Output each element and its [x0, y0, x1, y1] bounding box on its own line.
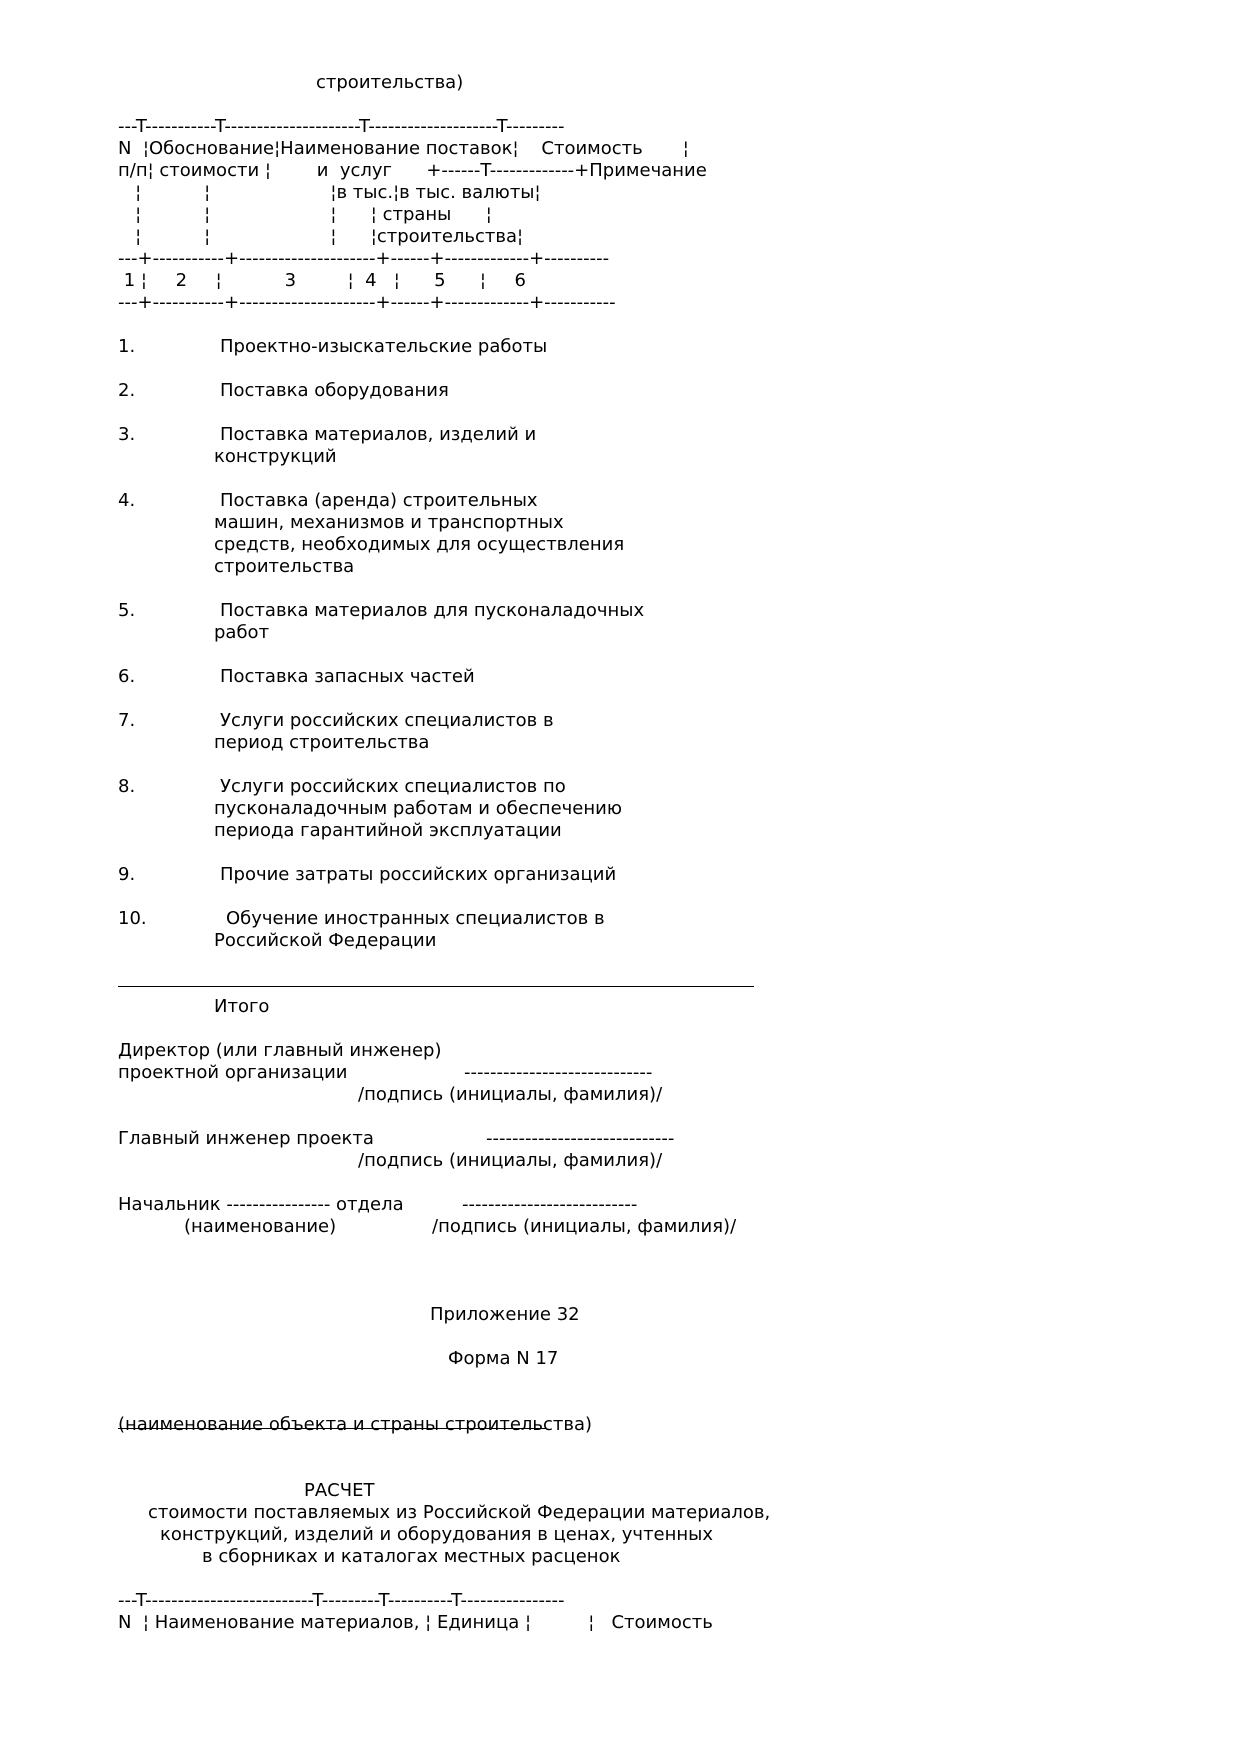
text-line: -----------------------------	[486, 1128, 675, 1149]
text-line: /подпись (инициалы, фамилия)/	[358, 1150, 663, 1171]
text-line: (наименование объекта и страны строительства)	[118, 1414, 593, 1435]
text-line: периода гарантийной эксплуатации	[214, 820, 562, 841]
text-line: Проектно-изыскательские работы	[220, 336, 548, 357]
text-line: ---------------------------	[462, 1194, 638, 1215]
text-line: Прочие затраты российских организаций	[220, 864, 617, 885]
text-line: Поставка (аренда) строительных	[220, 490, 538, 511]
text-line: Поставка материалов для пусконаладочных	[220, 600, 645, 621]
text-line: конструкций	[214, 446, 337, 467]
text-line: Российской Федерации	[214, 930, 437, 951]
text-line: период строительства	[214, 732, 430, 753]
text-line: РАСЧЕТ	[304, 1480, 375, 1501]
text-line: N ¦ Наименование материалов, ¦ Единица ¦ ¦ Стоимость	[118, 1612, 713, 1633]
text-line: машин, механизмов и транспортных	[214, 512, 564, 533]
text-line: 5.	[118, 600, 136, 621]
text-line: Главный инженер проекта	[118, 1128, 374, 1149]
text-line: пусконаладочным работам и обеспечению	[214, 798, 622, 819]
text-line: Услуги российских специалистов в	[220, 710, 554, 731]
text-line: 7.	[118, 710, 136, 731]
text-line: N ¦Обоснование¦Наименование поставок¦ Стоимость ¦	[118, 138, 689, 159]
text-line: 9.	[118, 864, 136, 885]
text-line: /подпись (инициалы, фамилия)/	[432, 1216, 737, 1237]
text-line: проектной организации	[118, 1062, 348, 1083]
text-line: Директор (или главный инженер)	[118, 1040, 442, 1061]
text-line: работ	[214, 622, 270, 643]
text-line: Услуги российских специалистов по	[220, 776, 566, 797]
text-line: 2.	[118, 380, 136, 401]
text-line: 4.	[118, 490, 136, 511]
text-line: (наименование)	[184, 1216, 337, 1237]
text-line: строительства)	[316, 72, 464, 93]
text-line: Поставка оборудования	[220, 380, 449, 401]
text-line: ---T-----------T---------------------T--------------------T---------	[118, 116, 565, 137]
text-line: 3.	[118, 424, 136, 445]
text-line: конструкций, изделий и оборудования в ценах, учтенных	[160, 1524, 714, 1545]
divider-line	[118, 986, 754, 987]
text-line: ---T--------------------------T---------T----------T----------------	[118, 1590, 565, 1611]
text-line: 6.	[118, 666, 136, 687]
text-line: 1 ¦ 2 ¦ 3 ¦ 4 ¦ 5 ¦ 6	[118, 270, 527, 291]
text-line: Форма N 17	[448, 1348, 559, 1369]
text-line: ---+-----------+---------------------+------+-------------+----------	[118, 248, 610, 269]
text-line: Приложение 32	[430, 1304, 580, 1325]
text-line: строительства	[214, 556, 355, 577]
text-line: 8.	[118, 776, 136, 797]
text-line: ¦ ¦ ¦в тыс.¦в тыс. валюты¦	[118, 182, 541, 203]
text-line: -----------------------------	[464, 1062, 653, 1083]
text-line: Поставка материалов, изделий и	[220, 424, 537, 445]
object-name-underline	[118, 1428, 546, 1429]
text-line: Итого	[214, 996, 270, 1017]
text-line: ¦ ¦ ¦ ¦строительства¦	[118, 226, 524, 247]
text-line: 10.	[118, 908, 147, 929]
text-line: средств, необходимых для осуществления	[214, 534, 625, 555]
text-line: п/п¦ стоимости ¦ и услуг +------T-------------+Примечание	[118, 160, 707, 181]
text-line: ¦ ¦ ¦ ¦ страны ¦	[118, 204, 492, 225]
text-line: Обучение иностранных специалистов в	[226, 908, 605, 929]
text-line: стоимости поставляемых из Российской Федерации материалов,	[148, 1502, 771, 1523]
text-line: в сборниках и каталогах местных расценок	[202, 1546, 621, 1567]
text-line: Поставка запасных частей	[220, 666, 475, 687]
text-line: Начальник ---------------- отдела	[118, 1194, 404, 1215]
text-line: /подпись (инициалы, фамилия)/	[358, 1084, 663, 1105]
text-line: 1.	[118, 336, 136, 357]
text-line: ---+-----------+---------------------+------+-------------+-----------	[118, 292, 616, 313]
